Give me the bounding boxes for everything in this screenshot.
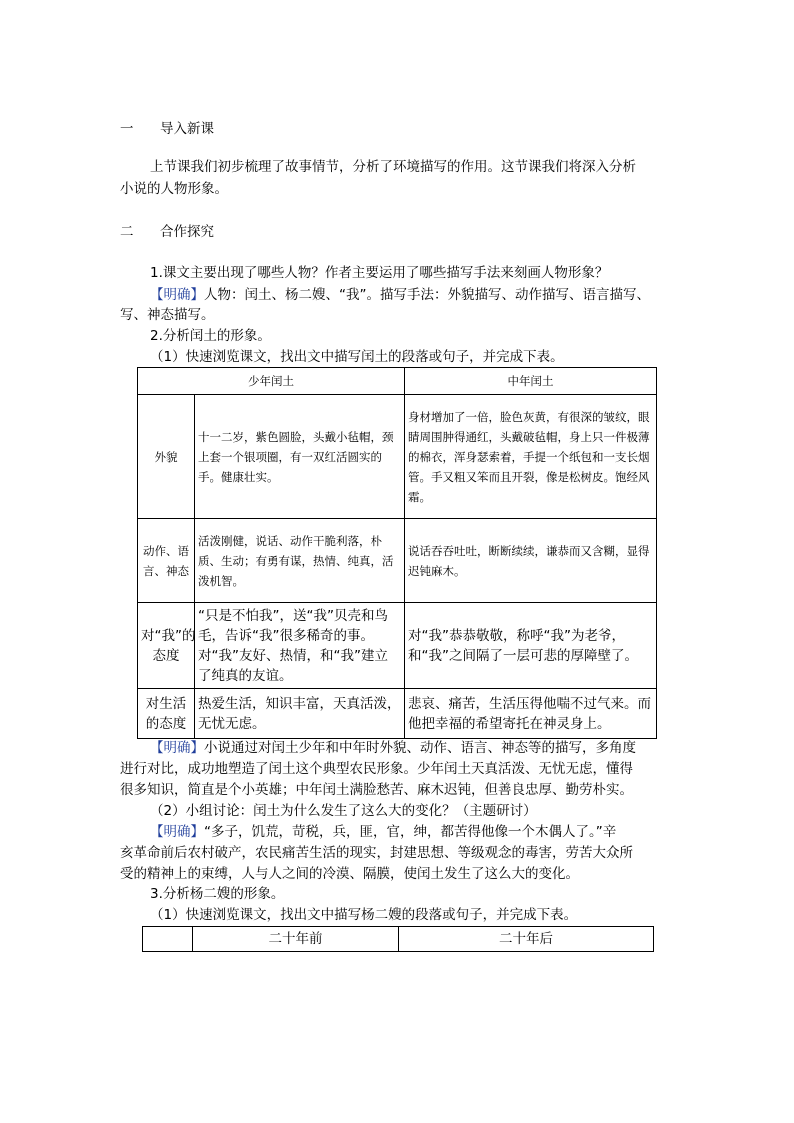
cell-middle: 说话吞吞吐吐，断断续续，谦恭而又含糊，显得迟钝麻木。 <box>405 519 657 603</box>
header-twenty-years-later: 二十年后 <box>399 927 654 952</box>
answer-2-line-1 <box>150 738 636 758</box>
answer-text: 人物：闰土、杨二嫂、“我”。描写手法：外貌描写、动作描写、语言描写、 <box>204 287 650 303</box>
cell-young: “只是不怕我”，送“我”贝壳和鸟毛，告诉“我”很多稀奇的事。对“我”友好、热情，和“我”建立了纯真的友谊。 <box>195 603 405 689</box>
row-label: 对“我”的态度 <box>138 603 195 689</box>
cell-young: 十一二岁，紫色圆脸，头戴小毡帽，颈上套一个银项圈，有一双红活圆实的手。健康壮实。 <box>195 395 405 519</box>
question-2: 2.分析闰土的形象。 <box>150 328 271 344</box>
answer-1-line-1 <box>150 285 650 305</box>
section-number: 一 <box>120 121 134 137</box>
question-1: 1.课文主要出现了哪些人物？作者主要运用了哪些描写手法来刻画人物形象？ <box>150 265 609 281</box>
section-title: 导入新课 <box>160 121 214 137</box>
intro-line-1: 上节课我们初步梳理了故事情节，分析了环境描写的作用。这节课我们将深入分析 <box>150 159 636 175</box>
answer-3-line-1 <box>150 822 616 842</box>
header-middle-runtu: 中年闰土 <box>405 368 657 395</box>
cell-middle: 身材增加了一倍，脸色灰黄，有很深的皱纹，眼睛周围肿得通红，头戴破毡帽，身上只一件极薄的棉衣，浑身瑟索着，手提一个纸包和一支长烟管。手又粗又笨而且开裂，像是松树皮。饱经风霜。 <box>405 395 657 519</box>
answer-tag: 【明确】 <box>150 740 204 756</box>
row-label: 外貌 <box>138 395 195 519</box>
section-heading-2 <box>120 222 214 242</box>
intro-line-2: 小说的人物形象。 <box>120 181 228 197</box>
table-row <box>138 689 657 739</box>
table-row <box>138 395 657 519</box>
answer-3-line-2: 亥革命前后农村破产，农民痛苦生活的现实，封建思想、等级观念的毒害，劳苦大众所 <box>120 845 633 861</box>
table-row <box>138 603 657 689</box>
yang-ersao-table <box>142 926 654 952</box>
table-header-row <box>138 368 657 395</box>
answer-tag: 【明确】 <box>150 287 204 303</box>
answer-text: 小说通过对闰土少年和中年时外貌、动作、语言、神态等的描写，多角度 <box>204 740 636 756</box>
answer-tag: 【明确】 <box>150 824 204 840</box>
answer-2-line-2: 进行对比，成功地塑造了闰土这个典型农民形象。少年闰土天真活泼、无忧无虑，懂得 <box>120 761 633 777</box>
section-heading-1 <box>120 119 214 139</box>
row-label: 动作、语言、神态 <box>138 519 195 603</box>
header-twenty-years-ago: 二十年前 <box>193 927 399 952</box>
question-3: 3.分析杨二嫂的形象。 <box>150 886 285 902</box>
section-number: 二 <box>120 224 134 240</box>
cell-young: 活泼刚健，说话、动作干脆利落，朴质、生动；有勇有谋，热情、纯真，活泼机智。 <box>195 519 405 603</box>
answer-text: “多子，饥荒，苛税，兵，匪，官，绅，都苦得他像一个木偶人了。”辛 <box>204 824 617 840</box>
question-2-1: （1）快速浏览课文，找出文中描写闰土的段落或句子，并完成下表。 <box>150 349 564 365</box>
cell-middle: 悲哀、痛苦，生活压得他喘不过气来。而他把幸福的希望寄托在神灵身上。 <box>405 689 657 739</box>
header-young-runtu: 少年闰土 <box>138 368 405 395</box>
cell-middle: 对“我”恭恭敬敬，称呼“我”为老爷，和“我”之间隔了一层可悲的厚障壁了。 <box>405 603 657 689</box>
runtu-table <box>137 367 657 739</box>
cell-young: 热爱生活，知识丰富，天真活泼，无忧无虑。 <box>195 689 405 739</box>
table-row <box>138 519 657 603</box>
question-2-2: （2）小组讨论：闰土为什么发生了这么大的变化？（主题研讨） <box>150 803 537 819</box>
section-title: 合作探究 <box>160 224 214 240</box>
answer-1-line-2: 写、神态描写。 <box>120 307 215 323</box>
header-blank <box>143 927 193 952</box>
table-header-row <box>143 927 654 952</box>
answer-3-line-3: 受的精神上的束缚，人与人之间的冷漠、隔膜，使闰土发生了这么大的变化。 <box>120 866 579 882</box>
answer-2-line-3: 很多知识，简直是个小英雄；中年闰土满脸愁苦、麻木迟钝，但善良忠厚、勤劳朴实。 <box>120 782 633 798</box>
question-3-1: （1）快速浏览课文，找出文中描写杨二嫂的段落或句子，并完成下表。 <box>150 907 578 923</box>
row-label: 对生活的态度 <box>138 689 195 739</box>
